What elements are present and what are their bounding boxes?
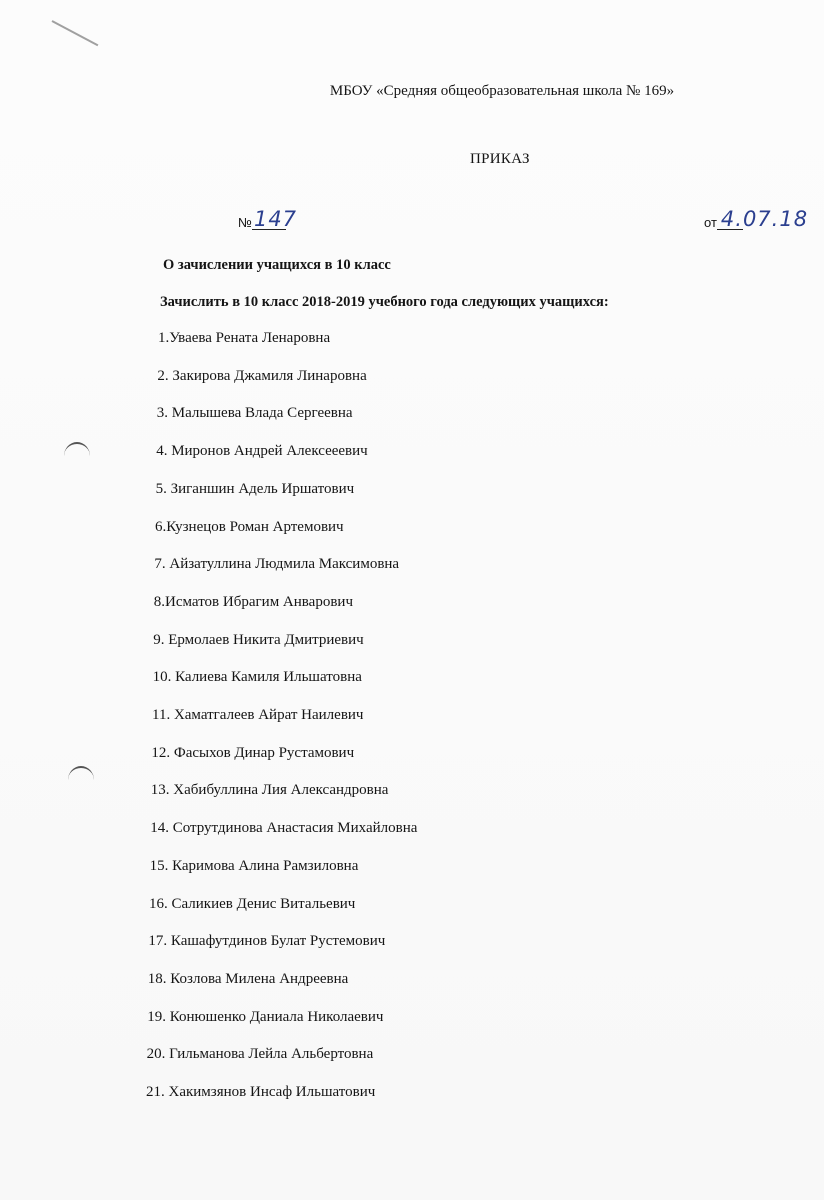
date-underline bbox=[717, 207, 809, 231]
school-name: МБОУ «Средняя общеобразовательная школа № 169» bbox=[329, 83, 675, 99]
student-item: 17. Кашафутдинов Булат Рустемович bbox=[148, 933, 386, 950]
student-item: 2. Закирова Джамиля Линаровна bbox=[157, 367, 367, 384]
student-item: 15. Каримова Алина Рамзиловна bbox=[149, 857, 359, 874]
student-item: 11. Хаматгалеев Айрат Наилевич bbox=[152, 707, 364, 723]
student-item: 10. Калиева Камиля Ильшатовна bbox=[152, 669, 362, 686]
student-item: 13. Хабибуллина Лия Александровна bbox=[150, 782, 389, 799]
student-item: 5. Зиганшин Адель Иршатович bbox=[155, 480, 355, 497]
student-item: 12. Фасыхов Динар Рустамович bbox=[151, 744, 355, 761]
document-title: ПРИКАЗ bbox=[470, 151, 530, 167]
handwritten-number: 147 bbox=[253, 207, 298, 231]
student-item: 19. Конюшенко Даниала Николаевич bbox=[147, 1008, 384, 1025]
student-item: 6.Кузнецов Роман Артемович bbox=[155, 518, 344, 535]
scan-scratch-mark bbox=[52, 20, 99, 46]
student-item: 8.Исматов Ибрагим Анварович bbox=[153, 593, 353, 610]
student-item: 14. Сотрутдинова Анастасия Михайловна bbox=[150, 820, 418, 837]
student-item: 21. Хакимзянов Инсаф Ильшатович bbox=[146, 1084, 376, 1100]
student-item: 7. Айзатуллина Людмила Максимовна bbox=[154, 556, 400, 573]
number-underline bbox=[252, 207, 298, 231]
student-item: 20. Гильманова Лейла Альбертовна bbox=[146, 1046, 374, 1063]
student-item: 16. Саликиев Денис Витальевич bbox=[149, 895, 356, 912]
student-item: 9. Ермолаев Никита Дмитриевич bbox=[153, 631, 364, 648]
number-label: № bbox=[238, 215, 252, 230]
order-number-field bbox=[238, 207, 298, 231]
student-item: 18. Козлова Милена Андреевна bbox=[147, 970, 349, 987]
student-item: 1.Уваева Рената Ленаровна bbox=[158, 330, 331, 346]
student-item: 4. Миронов Андрей Алексееевич bbox=[156, 443, 368, 460]
order-subject: О зачислении учащихся в 10 класс bbox=[163, 257, 391, 273]
punch-hole-mark bbox=[64, 442, 90, 456]
student-item: 3. Малышева Влада Сергеевна bbox=[156, 405, 353, 422]
punch-hole-mark bbox=[68, 766, 94, 780]
handwritten-date: 4.07.18 bbox=[720, 207, 809, 231]
order-directive: Зачислить в 10 класс 2018-2019 учебного года следующих учащихся: bbox=[160, 294, 609, 310]
date-label: от bbox=[704, 215, 717, 230]
order-date-field bbox=[704, 207, 809, 231]
